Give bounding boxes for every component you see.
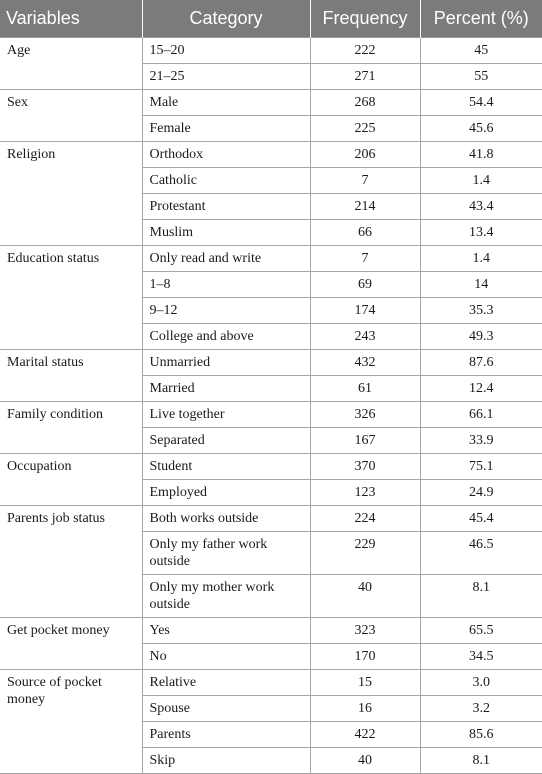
category-cell: Student	[142, 454, 310, 480]
frequency-cell: 243	[310, 324, 420, 350]
variable-cell: Occupation	[0, 454, 142, 506]
frequency-cell: 271	[310, 64, 420, 90]
category-cell: 21–25	[142, 64, 310, 90]
category-cell: Male	[142, 90, 310, 116]
percent-cell: 8.1	[420, 748, 542, 774]
category-cell: Married	[142, 376, 310, 402]
category-cell: Muslim	[142, 220, 310, 246]
percent-cell: 55	[420, 64, 542, 90]
frequency-cell: 224	[310, 506, 420, 532]
frequency-cell: 268	[310, 90, 420, 116]
table-row	[0, 618, 542, 644]
table-row	[0, 506, 542, 532]
category-cell: No	[142, 644, 310, 670]
category-cell: Only read and write	[142, 246, 310, 272]
category-cell: Employed	[142, 480, 310, 506]
percent-cell: 45.6	[420, 116, 542, 142]
category-cell: Separated	[142, 428, 310, 454]
table-row	[0, 454, 542, 480]
category-cell: Orthodox	[142, 142, 310, 168]
table-row	[0, 90, 542, 116]
table-row	[0, 142, 542, 168]
category-cell: Relative	[142, 670, 310, 696]
variable-cell: Sex	[0, 90, 142, 142]
frequency-cell: 167	[310, 428, 420, 454]
frequency-cell: 7	[310, 246, 420, 272]
percent-cell: 13.4	[420, 220, 542, 246]
category-cell: Catholic	[142, 168, 310, 194]
variable-cell: Age	[0, 38, 142, 90]
table-body	[0, 38, 542, 774]
category-cell: Both works outside	[142, 506, 310, 532]
table-row	[0, 350, 542, 376]
frequency-cell: 61	[310, 376, 420, 402]
percent-cell: 41.8	[420, 142, 542, 168]
percent-cell: 34.5	[420, 644, 542, 670]
category-cell: Parents	[142, 722, 310, 748]
frequency-cell: 214	[310, 194, 420, 220]
table-row	[0, 246, 542, 272]
variable-cell: Education status	[0, 246, 142, 350]
category-cell: Skip	[142, 748, 310, 774]
frequency-cell: 206	[310, 142, 420, 168]
frequency-cell: 170	[310, 644, 420, 670]
variable-cell: Religion	[0, 142, 142, 246]
frequency-cell: 229	[310, 532, 420, 575]
category-cell: 15–20	[142, 38, 310, 64]
header-variables: Variables	[0, 0, 142, 38]
category-cell: Female	[142, 116, 310, 142]
frequency-cell: 16	[310, 696, 420, 722]
category-cell: Protestant	[142, 194, 310, 220]
category-cell: 1–8	[142, 272, 310, 298]
variable-cell: Source of pocket money	[0, 670, 142, 774]
frequency-cell: 66	[310, 220, 420, 246]
frequency-cell: 15	[310, 670, 420, 696]
frequency-cell: 222	[310, 38, 420, 64]
category-cell: Yes	[142, 618, 310, 644]
percent-cell: 43.4	[420, 194, 542, 220]
frequency-cell: 323	[310, 618, 420, 644]
frequency-cell: 7	[310, 168, 420, 194]
category-cell: Only my mother work outside	[142, 575, 310, 618]
percent-cell: 45.4	[420, 506, 542, 532]
table-row	[0, 38, 542, 64]
percent-cell: 87.6	[420, 350, 542, 376]
percent-cell: 75.1	[420, 454, 542, 480]
category-cell: Spouse	[142, 696, 310, 722]
percent-cell: 33.9	[420, 428, 542, 454]
frequency-cell: 370	[310, 454, 420, 480]
percent-cell: 3.0	[420, 670, 542, 696]
frequency-cell: 123	[310, 480, 420, 506]
percent-cell: 54.4	[420, 90, 542, 116]
category-cell: 9–12	[142, 298, 310, 324]
percent-cell: 14	[420, 272, 542, 298]
percent-cell: 45	[420, 38, 542, 64]
table-row	[0, 402, 542, 428]
frequency-cell: 225	[310, 116, 420, 142]
variable-cell: Family condition	[0, 402, 142, 454]
percent-cell: 65.5	[420, 618, 542, 644]
header-percent: Percent (%)	[420, 0, 542, 38]
percent-cell: 8.1	[420, 575, 542, 618]
percent-cell: 12.4	[420, 376, 542, 402]
percent-cell: 1.4	[420, 168, 542, 194]
category-cell: Only my father work outside	[142, 532, 310, 575]
header-row	[0, 0, 542, 38]
frequency-cell: 432	[310, 350, 420, 376]
percent-cell: 35.3	[420, 298, 542, 324]
frequency-cell: 69	[310, 272, 420, 298]
frequency-cell: 40	[310, 575, 420, 618]
table-header	[0, 0, 542, 38]
variable-cell: Marital status	[0, 350, 142, 402]
percent-cell: 46.5	[420, 532, 542, 575]
percent-cell: 66.1	[420, 402, 542, 428]
frequency-cell: 174	[310, 298, 420, 324]
frequency-cell: 40	[310, 748, 420, 774]
percent-cell: 49.3	[420, 324, 542, 350]
category-cell: College and above	[142, 324, 310, 350]
variable-cell: Get pocket money	[0, 618, 142, 670]
frequency-cell: 326	[310, 402, 420, 428]
header-category: Category	[142, 0, 310, 38]
category-cell: Unmarried	[142, 350, 310, 376]
frequency-cell: 422	[310, 722, 420, 748]
percent-cell: 3.2	[420, 696, 542, 722]
percent-cell: 24.9	[420, 480, 542, 506]
header-frequency: Frequency	[310, 0, 420, 38]
variable-cell: Parents job status	[0, 506, 142, 618]
category-cell: Live together	[142, 402, 310, 428]
percent-cell: 1.4	[420, 246, 542, 272]
table-row	[0, 670, 542, 696]
percent-cell: 85.6	[420, 722, 542, 748]
